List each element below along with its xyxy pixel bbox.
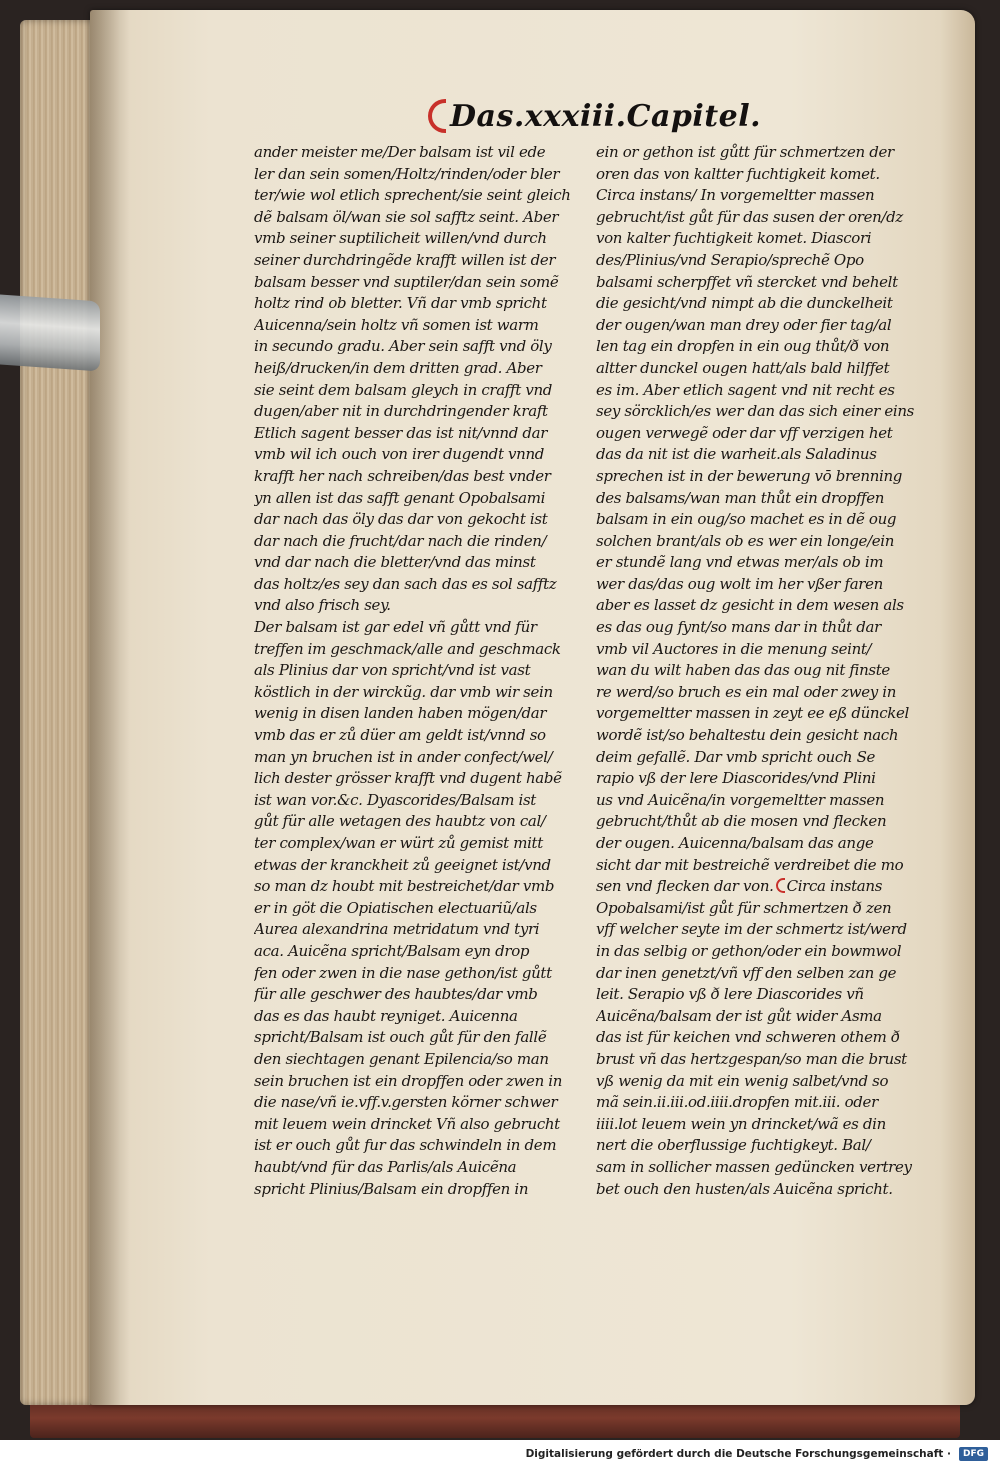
text-line: nert die oberflussige fuchtigkeyt. Bal/ (596, 1136, 871, 1155)
text-line: spricht Plinius/Balsam ein dropffen in (254, 1179, 529, 1198)
footer-bar (0, 1440, 1000, 1467)
text-line: lich dester grösser krafft vnd dugent habẽ (254, 769, 562, 788)
text-line: als Plinius dar von spricht/vnd ist vast (254, 661, 531, 680)
text-line: dar nach die frucht/dar nach die rinden/ (254, 531, 547, 550)
text-line: Auicẽna/balsam der ist gůt wider Asma (596, 1006, 882, 1025)
text-line: us vnd Auicẽna/in vorgemeltter massen (596, 790, 885, 809)
text-line: das ist für keichen vnd schweren othem ð (596, 1028, 900, 1047)
text-line-segment: Circa instans (786, 877, 883, 896)
text-line: es im. Aber etlich sagent vnd nit recht es (596, 380, 895, 399)
text-line: Etlich sagent besser das ist nit/vnnd dar (254, 423, 548, 442)
text-line: ter/wie wol etlich sprechent/sie seint gleich (254, 186, 571, 205)
text-line: iiii.lot leuem wein yn drincket/wã es din (596, 1114, 886, 1133)
text-line: vmb das er zů düer am geldt ist/vnnd so (254, 726, 546, 745)
text-line: gebrucht/ist gůt für das susen der oren/dz (596, 207, 903, 226)
text-line: seiner durchdringẽde krafft willen ist der (254, 250, 556, 269)
text-line: Opobalsami/ist gůt für schmertzen ð zen (596, 898, 892, 917)
text-line: len tag ein dropfen in ein oug thůt/ð von (596, 337, 890, 356)
text-line: Aurea alexandrina metridatum vnd tyri (254, 920, 540, 939)
text-line: sen vnd flecken dar von. Circa instans (596, 877, 883, 896)
text-line: dugen/aber nit in durchdringender kraft (254, 402, 548, 421)
text-line: dar inen genetzt/vñ vff den selben zan ge (596, 963, 897, 982)
text-line: balsam in ein oug/so machet es in dẽ oug (596, 510, 897, 529)
gutter-shadow (90, 10, 130, 1405)
text-line: in secundo gradu. Aber sein safft vnd öly (254, 337, 552, 356)
text-line: spricht/Balsam ist ouch gůt für den fallẽ (254, 1028, 547, 1047)
text-line: ler dan sein somen/Holtz/rinden/oder bler (254, 164, 560, 183)
text-line: holtz rind ob bletter. Vñ dar vmb spricht (254, 294, 547, 313)
text-line: mã sein.ii.iii.od.iiii.dropfen mit.iii. oder (596, 1093, 878, 1112)
text-line: sie seint dem balsam gleych in crafft vnd (254, 380, 553, 399)
text-line: treffen im geschmack/alle and geschmack (254, 639, 561, 658)
text-line: Der balsam ist gar edel vñ gůtt vnd für (254, 618, 537, 637)
text-line: vnd dar nach die bletter/vnd das minst (254, 553, 536, 572)
text-line: rapio vß der lere Diascorides/vnd Plini (596, 769, 876, 788)
text-line: sein bruchen ist ein dropffen oder zwen in (254, 1071, 563, 1090)
text-line: vff welcher seyte im der schmertz ist/werd (596, 920, 907, 939)
text-line: aca. Auicẽna spricht/Balsam eyn drop (254, 941, 530, 960)
text-line: vß wenig da mit ein wenig salbet/vnd so (596, 1071, 889, 1090)
text-line: von kalter fuchtigkeit komet. Diascori (596, 229, 872, 248)
text-line: sicht dar mit bestreichẽ verdreibet die mo (596, 855, 904, 874)
text-line: etwas der kranckheit zů geeignet ist/vnd (254, 855, 551, 874)
paragraph-mark-icon (776, 878, 785, 893)
text-line: den siechtagen genant Epilencia/so man (254, 1049, 549, 1068)
text-line: Auicenna/sein holtz vñ somen ist warm (254, 315, 539, 334)
page-clip (0, 295, 100, 372)
text-line: altter dunckel ougen hatt/als bald hilffet (596, 358, 890, 377)
text-line: der ougen/wan man drey oder fier tag/al (596, 315, 892, 334)
text-line: das holtz/es sey dan sach das es sol safftz (254, 574, 557, 593)
text-line: vmb vil Auctores in die menung seint/ (596, 639, 872, 658)
chapter-title: Das.xxxiii.Capitel. (450, 98, 762, 134)
text-line: vorgemeltter massen in zeyt ee eß dünckel (596, 704, 909, 723)
text-line: sprechen ist in der bewerung vō brenning (596, 466, 903, 485)
text-line: es das oug fynt/so mans dar in thůt dar (596, 618, 881, 637)
text-line: fen oder zwen in die nase gethon/ist gůtt (254, 963, 552, 982)
text-line: solchen brant/als ob es wer ein longe/ein (596, 531, 895, 550)
text-line: balsam besser vnd suptiler/dan sein somẽ (254, 272, 559, 291)
text-line: er in göt die Opiatischen electuariũ/als (254, 898, 537, 917)
text-line: ander meister me/Der balsam ist vil ede (254, 143, 546, 161)
funding-credit: Digitalisierung gefördert durch die Deutsche Forschungsgemeinschaft · (525, 1447, 951, 1460)
paragraph-mark-icon (428, 99, 446, 133)
text-line: Circa instans/ In vorgemeltter massen (596, 186, 875, 205)
text-line: das da nit ist die warheit.als Saladinus (596, 445, 877, 464)
text-line: aber es lasset dz gesicht in dem wesen als (596, 596, 904, 615)
text-line: in das selbig or gethon/oder ein bowmwol (596, 941, 902, 960)
text-line: man yn bruchen ist in ander confect/wel/ (254, 747, 553, 766)
text-line: deim gefallẽ. Dar vmb spricht ouch Se (596, 747, 876, 766)
text-line: das es das haubt reyniget. Auicenna (254, 1006, 518, 1025)
text-line: mit leuem wein drincket Vñ also gebrucht (254, 1114, 560, 1133)
text-line: oren das von kaltter fuchtigkeit komet. (596, 164, 880, 183)
text-line: krafft her nach schreiben/das best vnder (254, 466, 551, 485)
text-line: des balsams/wan man thůt ein dropffen (596, 488, 885, 507)
text-line: er stundẽ lang vnd etwas mer/als ob im (596, 553, 884, 572)
text-line: gebrucht/thůt ab die mosen vnd flecken (596, 812, 887, 831)
text-line: ougen verwegẽ oder dar vff verzigen het (596, 423, 893, 442)
text-line: dẽ balsam öl/wan sie sol safftz seint. Aber (254, 207, 559, 226)
text-line: wan du wilt haben das das oug nit finste (596, 661, 890, 680)
text-line: des/Plinius/vnd Serapio/sprechẽ Opo (596, 250, 864, 269)
text-line: ist wan vor.&c. Dyascorides/Balsam ist (254, 790, 536, 809)
text-line: haubt/vnd für das Parlis/als Auicẽna (254, 1157, 517, 1176)
text-line: bet ouch den husten/als Auicẽna spricht. (596, 1179, 893, 1198)
text-line: vmb seiner suptilicheit willen/vnd durch (254, 229, 547, 248)
text-line: ist er ouch gůt fur das schwindeln in dem (254, 1136, 557, 1155)
dfg-logo: DFG (959, 1447, 988, 1461)
chapter-heading (428, 96, 761, 136)
text-line: wordẽ ist/so behaltestu dein gesicht nach (596, 726, 899, 745)
text-line: ein or gethon ist gůtt für schmertzen der (596, 143, 894, 161)
text-line: gůt für alle wetagen des haubtz von cal/ (254, 812, 546, 831)
text-line: für alle geschwer des haubtes/dar vmb (254, 985, 538, 1004)
text-line: yn allen ist das safft genant Opobalsami (254, 488, 546, 507)
text-line: balsami scherpffet vñ stercket vnd behelt (596, 272, 898, 291)
text-line: leit. Serapio vß ð lere Diascorides vñ (596, 985, 864, 1004)
text-line: der ougen. Auicenna/balsam das ange (596, 834, 874, 852)
text-line: dar nach das öly das dar von gekocht ist (254, 510, 548, 529)
text-line: brust vñ das hertzgespan/so man die brust (596, 1049, 907, 1068)
text-line: wer das/das oug wolt im her vßer faren (596, 574, 883, 593)
text-line: sey sörcklich/es wer dan das sich einer eins (596, 402, 915, 421)
text-line: die nase/vñ ie.vff.v.gersten körner schwer (254, 1093, 558, 1112)
text-line: ter complex/wan er würt zů gemist mitt (254, 834, 543, 852)
text-line: köstlich in der wirckũg. dar vmb wir sein (254, 682, 553, 701)
text-line: re werd/so bruch es ein mal oder zwey in (596, 682, 897, 701)
right-text-column (596, 142, 926, 1200)
text-line: heiß/drucken/in dem dritten grad. Aber (254, 358, 542, 377)
text-line: wenig in disen landen haben mögen/dar (254, 704, 547, 723)
text-line: vnd also frisch sey. (254, 596, 391, 615)
text-line: sam in sollicher massen gedüncken vertrey (596, 1157, 912, 1176)
text-line: so man dz houbt mit bestreichet/dar vmb (254, 877, 555, 896)
text-line: vmb wil ich ouch von irer dugendt vnnd (254, 445, 545, 464)
left-text-column (254, 142, 584, 1200)
text-line: die gesicht/vnd nimpt ab die dunckelheit (596, 294, 893, 313)
